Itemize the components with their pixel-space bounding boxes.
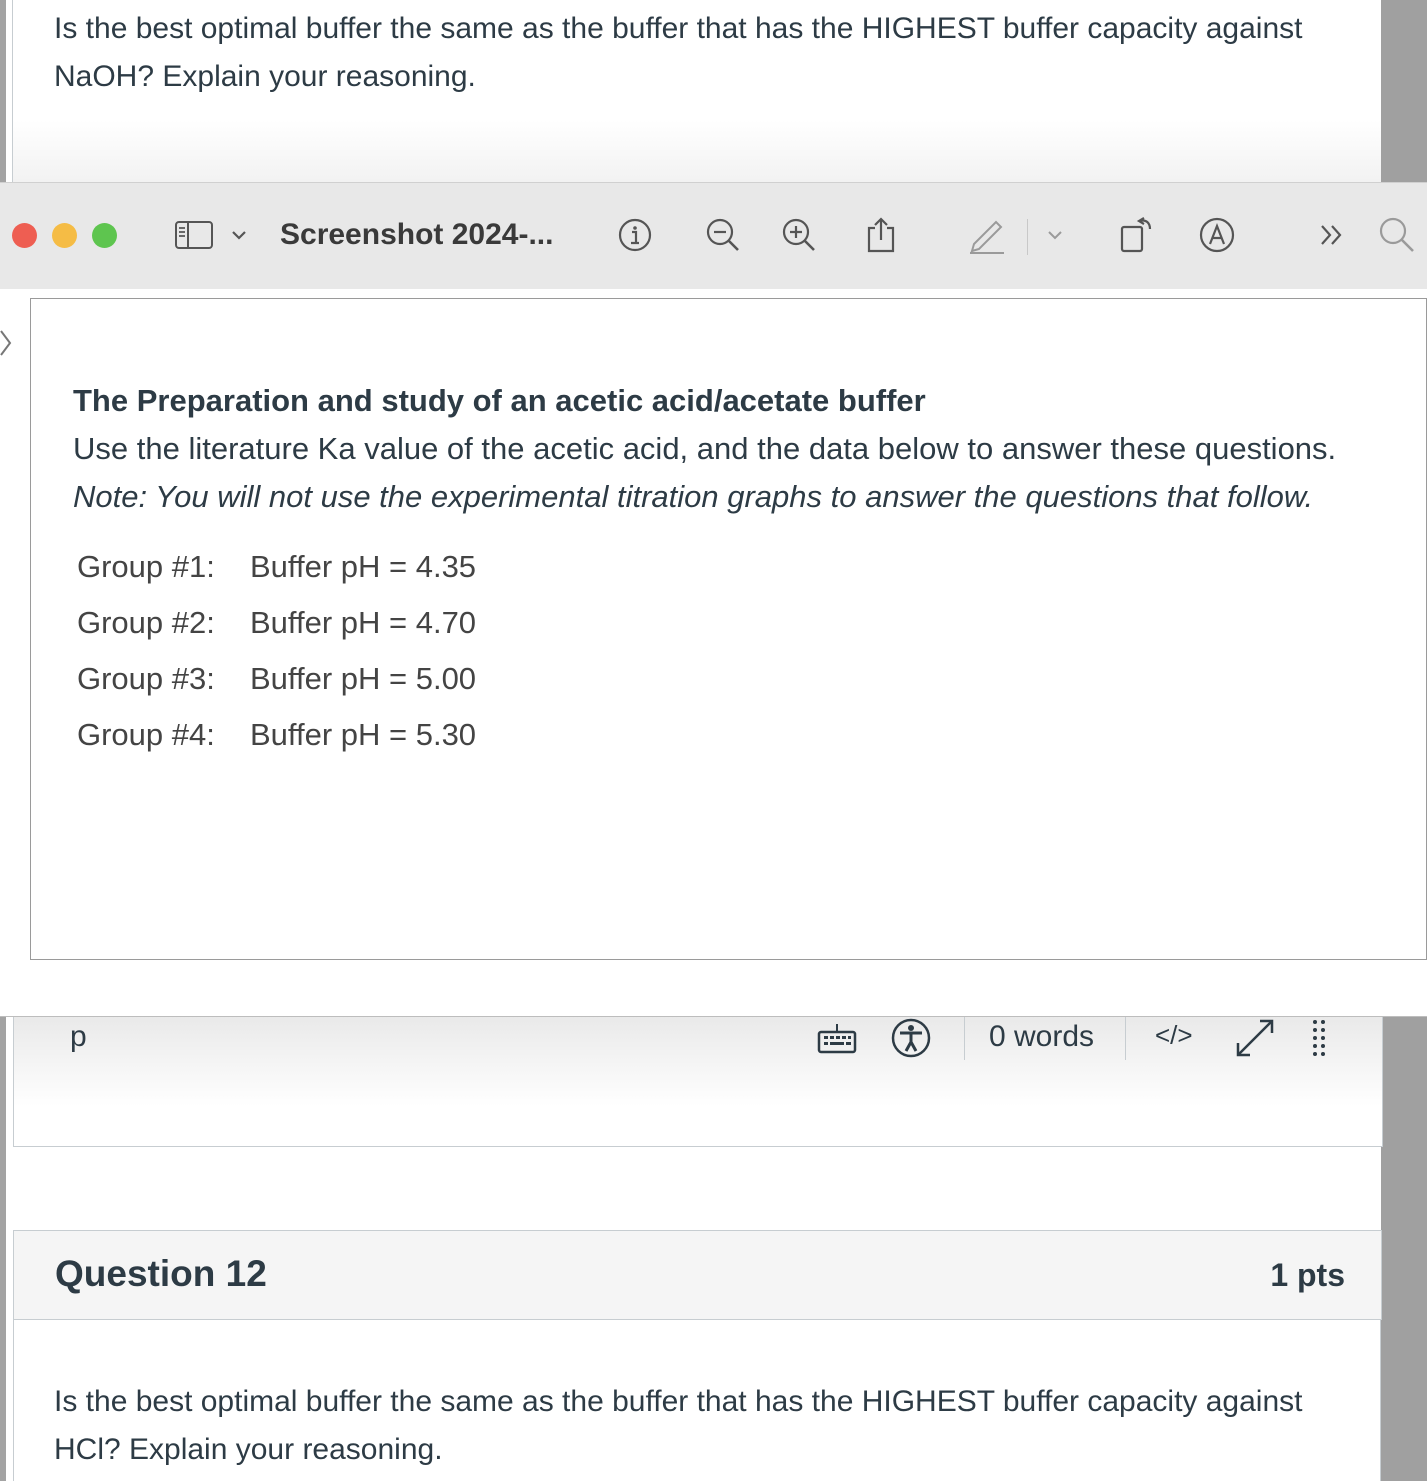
preview-window [0, 182, 1427, 1016]
close-window-button[interactable] [12, 223, 37, 248]
keyboard-icon[interactable] [815, 1016, 859, 1060]
share-icon[interactable] [860, 213, 902, 257]
zoom-out-icon[interactable] [702, 213, 744, 257]
question-12-text: Is the best optimal buffer the same as the buffer that has the HIGHEST buffer capacity against HCl? Explain your reasoning. [54, 1385, 1303, 1466]
fullscreen-icon[interactable] [1232, 1016, 1278, 1060]
chevron-down-icon[interactable] [228, 213, 250, 257]
list-item [77, 651, 476, 707]
group-value: Buffer pH = 4.70 [250, 605, 477, 640]
document-note: Note: You will not use the experimental titration graphs to answer the questions that follow. [73, 479, 1314, 514]
list-item [77, 595, 476, 651]
html-editor-toggle[interactable]: </> [1155, 1020, 1193, 1050]
toolbar-divider [1027, 219, 1028, 255]
status-divider [964, 1016, 965, 1060]
group-label: Group #3: [77, 661, 215, 696]
previous-question-text: Is the best optimal buffer the same as the buffer that has the HIGHEST buffer capacity against NaOH? Explain your reasoning. [54, 12, 1303, 93]
markup-pen-icon[interactable] [964, 213, 1008, 257]
chevron-right-icon[interactable] [0, 328, 14, 363]
word-count: 0 words [989, 1020, 1095, 1053]
question-body-border [13, 1319, 14, 1481]
search-icon[interactable] [1376, 213, 1418, 257]
question-title: Question 12 [55, 1253, 267, 1294]
resize-handle-icon[interactable] [1306, 1016, 1332, 1060]
group-value: Buffer pH = 5.30 [250, 717, 477, 752]
more-icon[interactable] [1312, 213, 1352, 257]
question-points: 1 pts [1270, 1257, 1345, 1293]
group-value: Buffer pH = 5.00 [250, 661, 477, 696]
markup-chevron-down-icon[interactable] [1042, 213, 1068, 257]
status-divider [1125, 1016, 1126, 1060]
question-body-border [1380, 1319, 1381, 1481]
window-title: Screenshot 2024-... [280, 218, 554, 251]
rotate-icon[interactable] [1114, 213, 1158, 257]
zoom-window-button[interactable] [92, 223, 117, 248]
accessibility-checker-icon[interactable] [889, 1016, 933, 1060]
zoom-in-icon[interactable] [778, 213, 820, 257]
sidebar-icon[interactable] [172, 213, 216, 257]
question-12-header [13, 1230, 1382, 1320]
info-icon[interactable] [614, 213, 656, 257]
group-label: Group #2: [77, 605, 215, 640]
group-value: Buffer pH = 4.35 [250, 549, 477, 584]
annotate-icon[interactable] [1196, 213, 1238, 257]
document-instruction: Use the literature Ka value of the acetic acid, and the data below to answer these questions. [73, 431, 1337, 466]
document-page [30, 298, 1427, 960]
preview-titlebar [0, 182, 1427, 289]
answer-editor-top[interactable] [13, 120, 1381, 182]
group-data-list [77, 539, 476, 763]
document-heading: The Preparation and study of an acetic acid/acetate buffer [73, 383, 926, 418]
minimize-window-button[interactable] [52, 223, 77, 248]
group-label: Group #1: [77, 549, 215, 584]
list-item [77, 539, 476, 595]
list-item [77, 707, 476, 763]
element-path[interactable]: p [70, 1020, 87, 1053]
group-label: Group #4: [77, 717, 215, 752]
